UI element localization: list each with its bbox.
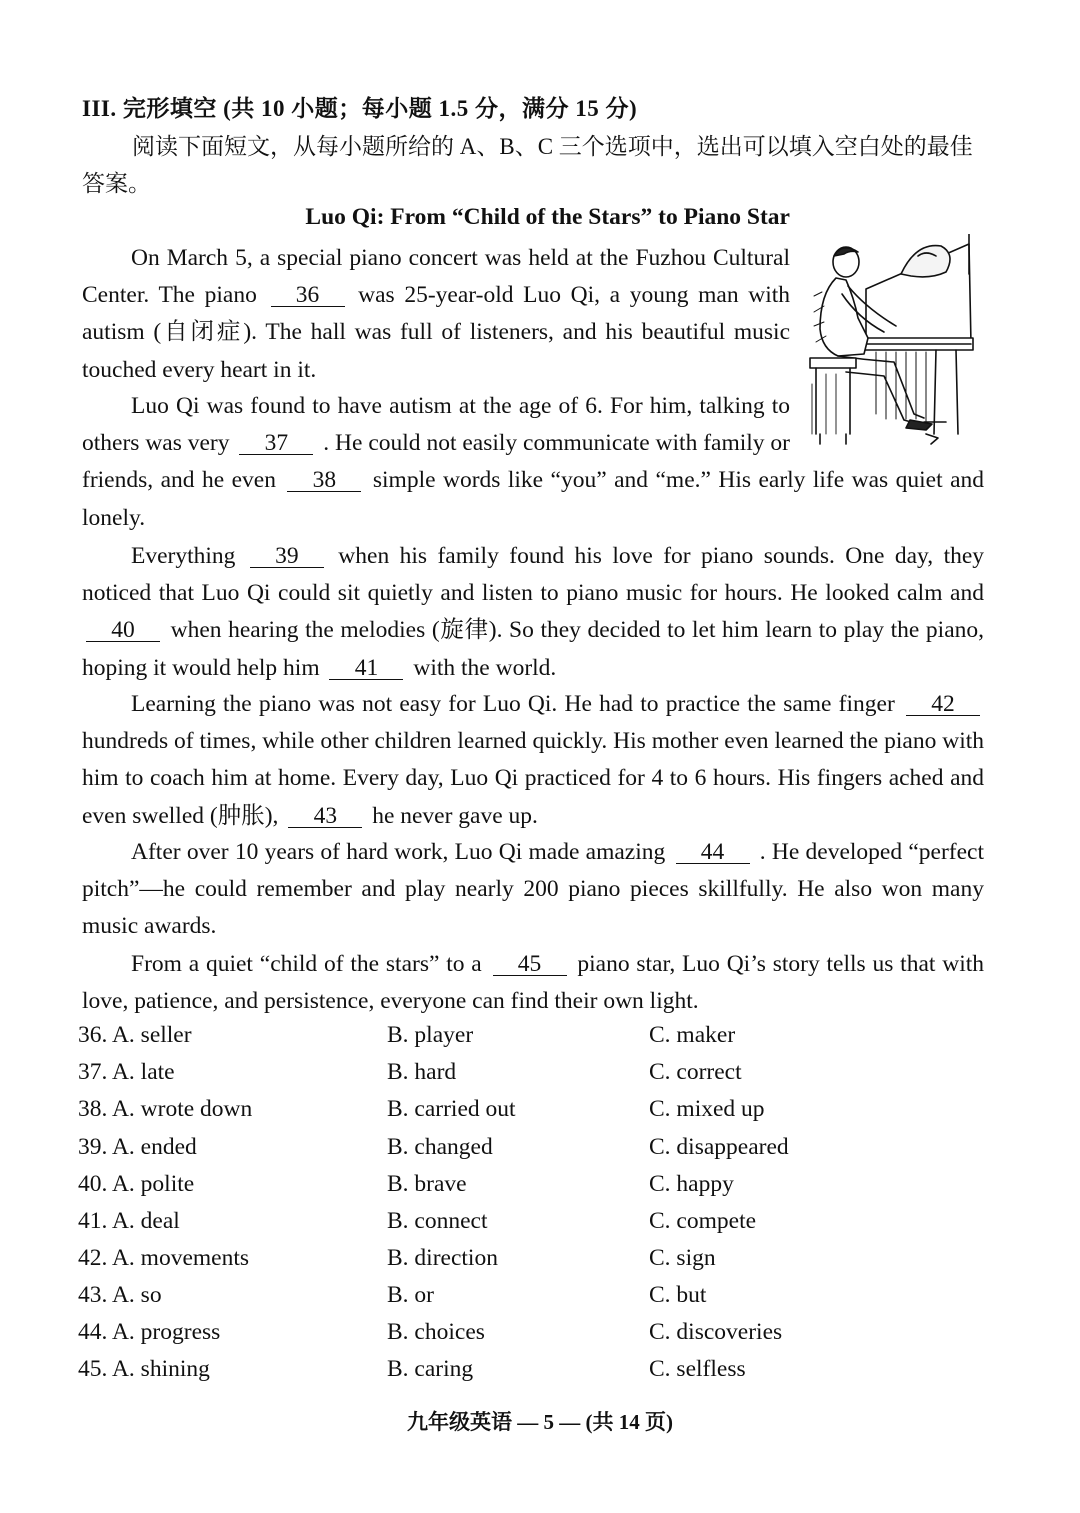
section-title: III. 完形填空 (共 10 小题；每小题 1.5 分，满分 15 分) — [82, 96, 638, 121]
option-c: C. correct — [649, 1059, 742, 1085]
paragraph-text: hundreds of times, while other children learned quickly. His mother even learned the piano with him to coach him at home. Every day, Luo Qi practiced for 4 to 6 hours. His fingers ached and even swelled (肿胀), — [82, 728, 984, 829]
option-row-39 — [78, 1134, 838, 1170]
option-b: B. connect — [387, 1208, 488, 1234]
option-a: 37. A. late — [78, 1059, 175, 1085]
option-a: 43. A. so — [78, 1282, 162, 1308]
paragraph-text: simple words like “you” and “me.” His early life was quiet and lonely. — [82, 467, 984, 531]
option-row-38 — [78, 1096, 838, 1132]
article-title: Luo Qi: From “Child of the Stars” to Piano Star — [305, 204, 790, 230]
article-paragraph-3 — [82, 538, 984, 687]
option-b: B. choices — [387, 1319, 485, 1345]
section-instruction: 阅读下面短文，从每小题所给的 A、B、C 三个选项中，选出可以填入空白处的最佳答案。 — [82, 134, 973, 196]
paragraph-text: . He could not easily communicate with family or friends, and he even — [82, 430, 791, 494]
paragraph-text: he never gave up. — [372, 802, 538, 829]
paragraph-text: was 25-year-old Luo Qi, a young man with autism (自闭症). The hall was full of listeners, and his beautiful music touched every heart in it. — [82, 282, 791, 383]
option-row-45 — [78, 1356, 838, 1392]
paragraph-text: From a quiet “child of the stars” to a — [131, 951, 482, 977]
blank-40: 40 — [86, 619, 160, 642]
option-a: 42. A. movements — [78, 1245, 250, 1271]
paragraph-text: when his family found his love for piano sounds. One day, they noticed that Luo Qi could sit quietly and listen to piano music for hours. He looked calm and — [82, 543, 985, 607]
article-paragraph-5 — [82, 834, 984, 946]
option-b: B. carried out — [387, 1096, 516, 1122]
blank-39: 39 — [250, 545, 324, 568]
blank-37: 37 — [239, 432, 313, 455]
option-a: 36. A. seller — [78, 1022, 192, 1048]
paragraph-text: when hearing the melodies (旋律). So they decided to let him learn to play the piano, hoping it would help him — [82, 617, 985, 681]
option-row-40 — [78, 1171, 838, 1207]
paragraph-text: On March 5, a special piano concert was held at the Fuzhou Cultural Center. The piano — [82, 245, 790, 309]
option-c: C. mixed up — [649, 1096, 765, 1122]
option-row-41 — [78, 1208, 838, 1244]
option-row-37 — [78, 1059, 838, 1095]
figure-wrap-spacer — [790, 388, 984, 458]
option-a: 41. A. deal — [78, 1208, 180, 1234]
article-paragraph-6 — [82, 946, 984, 1020]
option-row-43 — [78, 1282, 838, 1318]
paragraph-text: piano star, Luo Qi’s story tells us that with love, patience, and persistence, everyone can find their own light. — [82, 951, 985, 1015]
blank-41: 41 — [329, 657, 403, 680]
option-b: B. brave — [387, 1171, 467, 1197]
option-b: B. caring — [387, 1356, 474, 1382]
blank-36: 36 — [271, 284, 345, 307]
option-c: C. selfless — [649, 1356, 746, 1382]
option-a: 39. A. ended — [78, 1134, 197, 1160]
option-c: C. maker — [649, 1022, 736, 1048]
option-row-42 — [78, 1245, 838, 1281]
paragraph-text: . He developed “perfect pitch”—he could remember and play nearly 200 piano pieces skillfully. He also won many music awards. — [82, 839, 984, 940]
option-b: B. hard — [387, 1059, 457, 1085]
option-c: C. compete — [649, 1208, 757, 1234]
paragraph-text: Learning the piano was not easy for Luo Qi. He had to practice the same finger — [131, 691, 895, 717]
option-a: 40. A. polite — [78, 1171, 195, 1197]
option-b: B. direction — [387, 1245, 498, 1271]
option-b: B. or — [387, 1282, 434, 1308]
blank-44: 44 — [676, 841, 750, 864]
paragraph-text: Everything — [131, 543, 236, 569]
option-a: 45. A. shining — [78, 1356, 210, 1382]
option-c: C. sign — [649, 1245, 716, 1271]
option-b: B. changed — [387, 1134, 493, 1160]
option-row-36 — [78, 1022, 838, 1058]
option-a: 38. A. wrote down — [78, 1096, 253, 1122]
blank-43: 43 — [288, 805, 362, 828]
option-row-44 — [78, 1319, 838, 1355]
option-b: B. player — [387, 1022, 474, 1048]
article-paragraph-2 — [82, 388, 984, 538]
article-paragraph-4 — [82, 686, 984, 835]
paragraph-text: Luo Qi was found to have autism at the age of 6. For him, talking to others was very — [82, 393, 790, 457]
article-paragraph-1 — [82, 240, 790, 389]
blank-42: 42 — [906, 693, 980, 716]
blank-38: 38 — [287, 469, 361, 492]
page-footer: 九年级英语 — 5 — (共 14 页) — [407, 1410, 673, 1434]
paragraph-text: with the world. — [413, 654, 557, 681]
option-c: C. but — [649, 1282, 707, 1308]
option-c: C. disappeared — [649, 1134, 789, 1160]
blank-45: 45 — [493, 953, 567, 976]
option-a: 44. A. progress — [78, 1319, 221, 1345]
paragraph-text: After over 10 years of hard work, Luo Qi made amazing — [131, 839, 666, 865]
option-c: C. discoveries — [649, 1319, 783, 1345]
option-c: C. happy — [649, 1171, 734, 1197]
